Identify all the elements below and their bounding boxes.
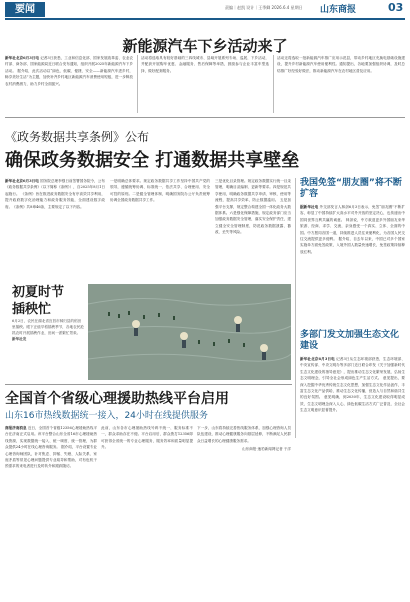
- article4-caption-text: 6月2日，农民在湖北省宜昌市秭归县的稻田里插秧。眼下正值早稻插秧季节，各地农民抢抓农时开展插秧作业，田间一派繁忙景象。: [12, 319, 84, 335]
- article1-col2: [141, 55, 269, 113]
- article2-para4: 三是优化目录管理。规定政务数据实行统一目录管理，明确目录编制、更新等要求。四是规范共享使用，明确政务数据共享申请、审核、使用等流程，提高共享效率，防止数据滥用。: [215, 179, 291, 203]
- article1-lead: 新华社北京6月3日电: [5, 56, 40, 60]
- article3-para1: 外交部发言人林剑6月3日表示，免签“朋友圈”不断扩容，彰显了中国持续扩大高水平对外开放的坚定决心，也传递出中国同世界互利共赢的诚意。: [300, 205, 405, 222]
- article1-col3: [277, 55, 405, 113]
- article3-title: 我国免签“朋友圈”将不断扩容: [300, 178, 402, 199]
- article5-body: [300, 356, 405, 596]
- article4-credit: 新华社发: [12, 337, 27, 341]
- section-rule: [5, 117, 405, 118]
- article3-para2: 林剑说，中方欢迎更多外国朋友来华旅游、经商、求学、交流，亲身感受一个真实、立体、全面的中国。中方愿同各国一道，持续推进人员往来便利化，为各国人民交往交流提供更多便利。: [300, 217, 405, 242]
- article4-title: 初夏时节插秧忙: [12, 285, 65, 317]
- article1-para4: 活动还将选取一批新能源汽车推广应用示范县，带动乡村地区充换电基础设施建设，提升乡村新能源汽车使用便利性。通知提出，各地要加强组织协调，及时总结推广好经验好做法，推动新能源汽车在农村地区普及应用。: [277, 56, 405, 73]
- article6-para2: 据介绍，平台设置专业心理咨询师团队，针对焦虑、抑郁、失眠、人际关系、家庭矛盾等常见心理问题提供专业疏导和帮助，对有危机干预需求的来电者进行及时转介和跟踪随访。: [5, 445, 97, 469]
- article6-title: 全国首个省级心理援助热线平台启用: [5, 391, 229, 407]
- article1-para1: 记者3日获悉，工业和信息化部、国家发展改革委、农业农村部、商务部、国家能源局近日联合发布通知，组织开展2025年新能源汽车下乡活动。: [5, 56, 133, 73]
- column-divider: [273, 55, 274, 113]
- article2-para1: 国务院总理李强日前签署国务院令，公布《政务数据共享条例》（以下简称《条例》），自2025年8月1日起施行。: [5, 179, 105, 196]
- article1-title: 新能源汽车下乡活动来了: [122, 37, 288, 55]
- article6-col2: [101, 425, 193, 597]
- article2-para2: 《条例》旨在推进政务数据安全有序高效共享利用，提升政府数字化治理能力和政务服务效能，全面建设数字政府。《条例》共8章46条，主要规定了以下内容。: [5, 191, 105, 209]
- article6-para3: 此前，山东各市心理援助热线号码不统一、服务标准不一，群众求助存在不便。平台启用后，群众拨打12356即可获得全省统一的专业心理服务，服务效率和质量明显提升。: [101, 426, 193, 450]
- article2-para5: 五是加强平台支撑，规定整合构建全国一体化政务大数据体系。六是强化保障措施，规定政务部门应当加强政务数据安全管理，落实安全保护责任，建立健全安全管理制度，防范政务数据泄露、篡改、丢失等风险。: [215, 198, 291, 235]
- masthead-brand: 山东商报: [320, 5, 357, 15]
- masthead: [0, 0, 410, 18]
- article2-title: 确保政务数据安全 打通数据共享壁垒: [5, 150, 300, 171]
- article6-col3: [197, 425, 291, 597]
- article2-kicker: 《政务数据共享条例》公布: [5, 130, 150, 144]
- article2-col1: [5, 178, 105, 278]
- article6-credit: 山东商报·速豹新闻网记者 于洋: [241, 447, 291, 452]
- article2-col2: [110, 178, 210, 278]
- article5-para1: 记者3日从生态环境部获悉，生态环境部、中央宣传部、中央文明办等多部门近日联合印发《关于加强新时代生态文化建设的指导意见》，提出推动生态文化繁荣发展，弘扬生态文明理念，引导全社会形成绿色生产生活方式。: [300, 357, 405, 381]
- article3-body: [300, 204, 405, 314]
- article2-lead: 新华社北京6月3日电: [5, 179, 39, 183]
- column-divider: [295, 178, 296, 438]
- article2-col3: [215, 178, 291, 278]
- article6-para4: 下一步，山东将持续完善热线服务体系，加强心理咨询人员队伍建设，推动心理健康服务向基层延伸，不断满足人民群众日益增长的心理健康服务需求。: [197, 426, 291, 443]
- rice-planting-photo: [88, 284, 291, 380]
- section-tag: 要闻: [5, 2, 45, 17]
- section-rule: [5, 384, 292, 385]
- masthead-meta: 责编｜赵凯 设计｜王季卿 2026.6.4 星期日: [225, 5, 303, 10]
- rice-planting-photo-art: [88, 284, 291, 380]
- article2-para3: 一是明确总体要求。规定政务数据共享工作坚持中国共产党的领导，遵循统筹协调、标准统一、依法共享、合理使用、安全可控的原则。二是健全管理体制，明确国务院办公厅负责统筹协调全国政务数据共享工作。: [110, 179, 210, 203]
- article4-caption: [12, 318, 84, 378]
- article3-para3: 据介绍，自去年以来，中国已对多个国家实施单方面免签政策，入境外国人数量快速增长，免签政策持续释放红利。: [300, 237, 405, 254]
- article5-para2: 意见提出，要深入挖掘中华优秀传统生态文化思想，加强生态文化作品创作，丰富生态文化产品供给，推动生态文化传播，营造人与自然和谐共生的良好氛围。: [300, 376, 405, 400]
- article6-para1: 近日，全国首个省级12356心理援助热线平台在济南正式启用。该平台整合山东全省16市心理援助热线资源，实现数据统一接入、统一调度、统一管理，为群众提供24小时在线心理咨询服务。: [5, 426, 97, 450]
- article6-col1: [5, 425, 97, 597]
- column-divider: [137, 55, 138, 113]
- page-number: 03: [388, 1, 404, 14]
- article1-col1: [5, 55, 133, 113]
- masthead-rule: [5, 18, 405, 20]
- article1-para3: 活动将选取具有较好基础的三四线城市、县域开展系列专场、巡展、下乡活动，并配套开展购车优惠、金融服务、售后保障等举措，鼓励参与企业丰富车型选择，做好配套服务。: [141, 56, 269, 73]
- article5-title: 多部门发文加强生态文化建设: [300, 330, 400, 351]
- article5-para3: 意见明确，到2030年，生态文化建设取得明显成效，生态文明理念深入人心，绿色低碳生活方式广泛普及，全社会生态文明意识显著提升。: [300, 395, 405, 413]
- article6-subtitle: 山东16市热线数据统一接入，24小时在线提供服务: [5, 411, 208, 421]
- article6-lead: 商报济南消息: [5, 426, 27, 430]
- article5-lead: 新华社北京6月3日电: [300, 357, 335, 361]
- article1-para2: 据介绍，此次活动以“绿色、低碳、便捷、安全——新能源汽车进乡村，畅享美好生活”为主题，加快补齐乡村地区新能源汽车消费使用短板，进一步释放农村消费潜力，助力乡村全面振兴。: [5, 68, 133, 86]
- article3-lead: 据新华社电: [300, 205, 319, 209]
